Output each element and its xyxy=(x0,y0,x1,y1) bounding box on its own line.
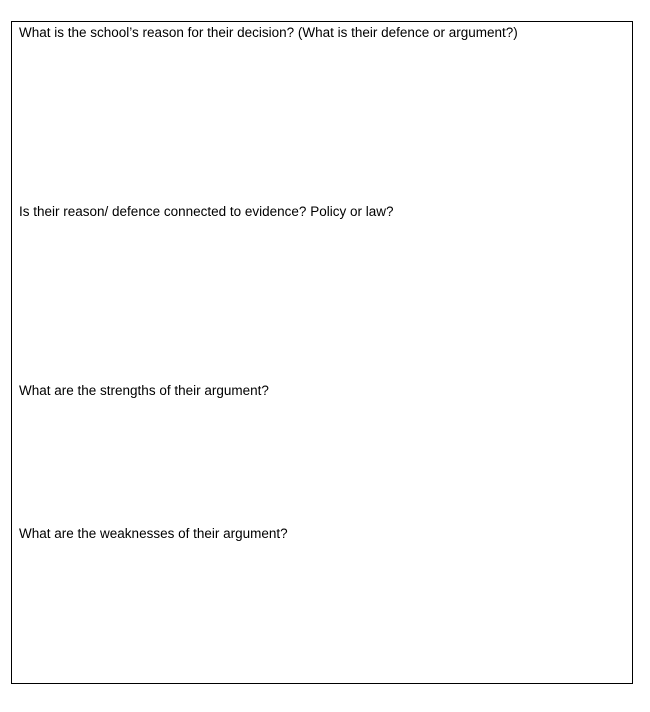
answer-area-strengths[interactable] xyxy=(13,402,631,522)
answer-area-evidence[interactable] xyxy=(13,223,631,379)
question-school-reason: What is the school’s reason for their decision? (What is their defence or argument?) xyxy=(19,25,518,40)
question-strengths: What are the strengths of their argument? xyxy=(19,383,269,398)
question-weaknesses: What are the weaknesses of their argument? xyxy=(19,526,288,541)
question-evidence: Is their reason/ defence connected to evidence? Policy or law? xyxy=(19,204,394,219)
answer-area-school-reason[interactable] xyxy=(13,44,631,200)
worksheet-box xyxy=(11,21,633,684)
answer-area-weaknesses[interactable] xyxy=(13,545,631,681)
